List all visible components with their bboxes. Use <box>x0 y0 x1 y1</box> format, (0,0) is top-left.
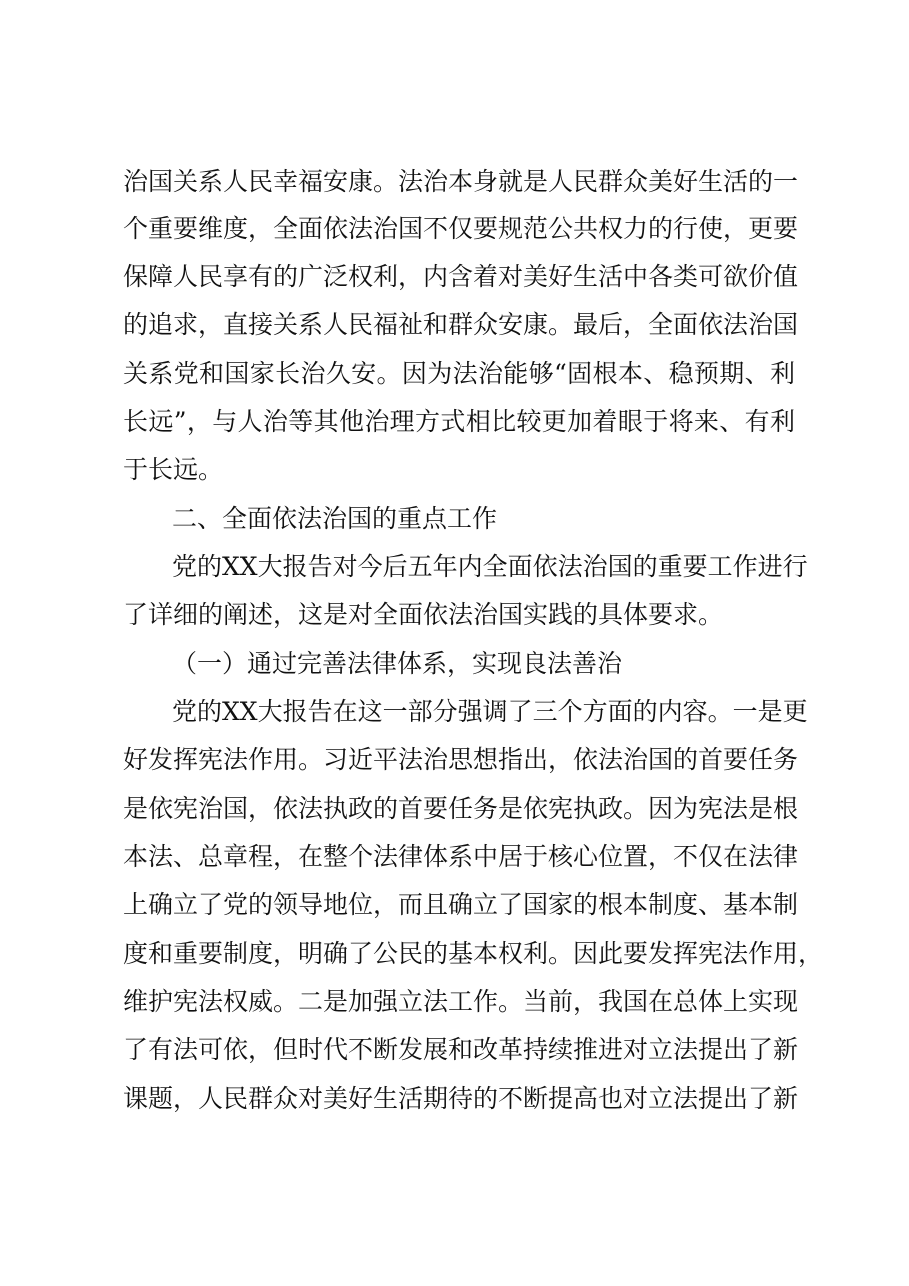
text-line: 上确立了党的领导地位，而且确立了国家的根本制度、基本制 <box>123 890 799 919</box>
text-line: 了有法可依，但时代不断发展和改革持续推进对立法提出了新 <box>123 1035 799 1064</box>
text-line: 了详细的阐述，这是对全面依法治国实践的具体要求。 <box>123 600 724 629</box>
text-line: 好发挥宪法作用。习近平法治思想指出，依法治国的首要任务 <box>123 745 799 774</box>
text-line: 治国关系人民幸福安康。法治本身就是人民群众美好生活的一 <box>123 167 799 196</box>
text-line: 党的XX大报告在这一部分强调了三个方面的内容。一是更 <box>172 697 808 726</box>
text-line: 的追求，直接关系人民福祉和群众安康。最后，全面依法治国 <box>123 310 799 339</box>
text-line: 长远”，与人治等其他治理方式相比较更加着眼于将来、有利 <box>123 407 795 436</box>
section-heading: 二、全面依法治国的重点工作 <box>172 504 498 533</box>
text-line: 个重要维度，全面依法治国不仅要规范公共权力的行使，更要 <box>123 214 799 243</box>
text-line: 关系党和国家长治久安。因为法治能够“固根本、稳预期、利 <box>123 359 795 388</box>
text-line: 党的XX大报告对今后五年内全面依法治国的重要工作进行 <box>172 552 808 581</box>
text-line: 保障人民享有的广泛权利，内含着对美好生活中各类可欲价值 <box>123 262 799 291</box>
text-line: 是依宪治国，依法执政的首要任务是依宪执政。因为宪法是根 <box>123 794 799 823</box>
text-line: 于长远。 <box>123 455 224 484</box>
text-line: 课题，人民群众对美好生活期待的不断提高也对立法提出了新 <box>123 1084 799 1113</box>
text-line: 本法、总章程，在整个法律体系中居于核心位置，不仅在法律 <box>123 842 799 871</box>
text-line: 度和重要制度，明确了公民的基本权利。因此要发挥宪法作用， <box>123 939 824 968</box>
text-line: 维护宪法权威。二是加强立法工作。当前，我国在总体上实现 <box>123 987 799 1016</box>
subsection-heading: （一）通过完善法律体系，实现良法善治 <box>172 649 623 678</box>
